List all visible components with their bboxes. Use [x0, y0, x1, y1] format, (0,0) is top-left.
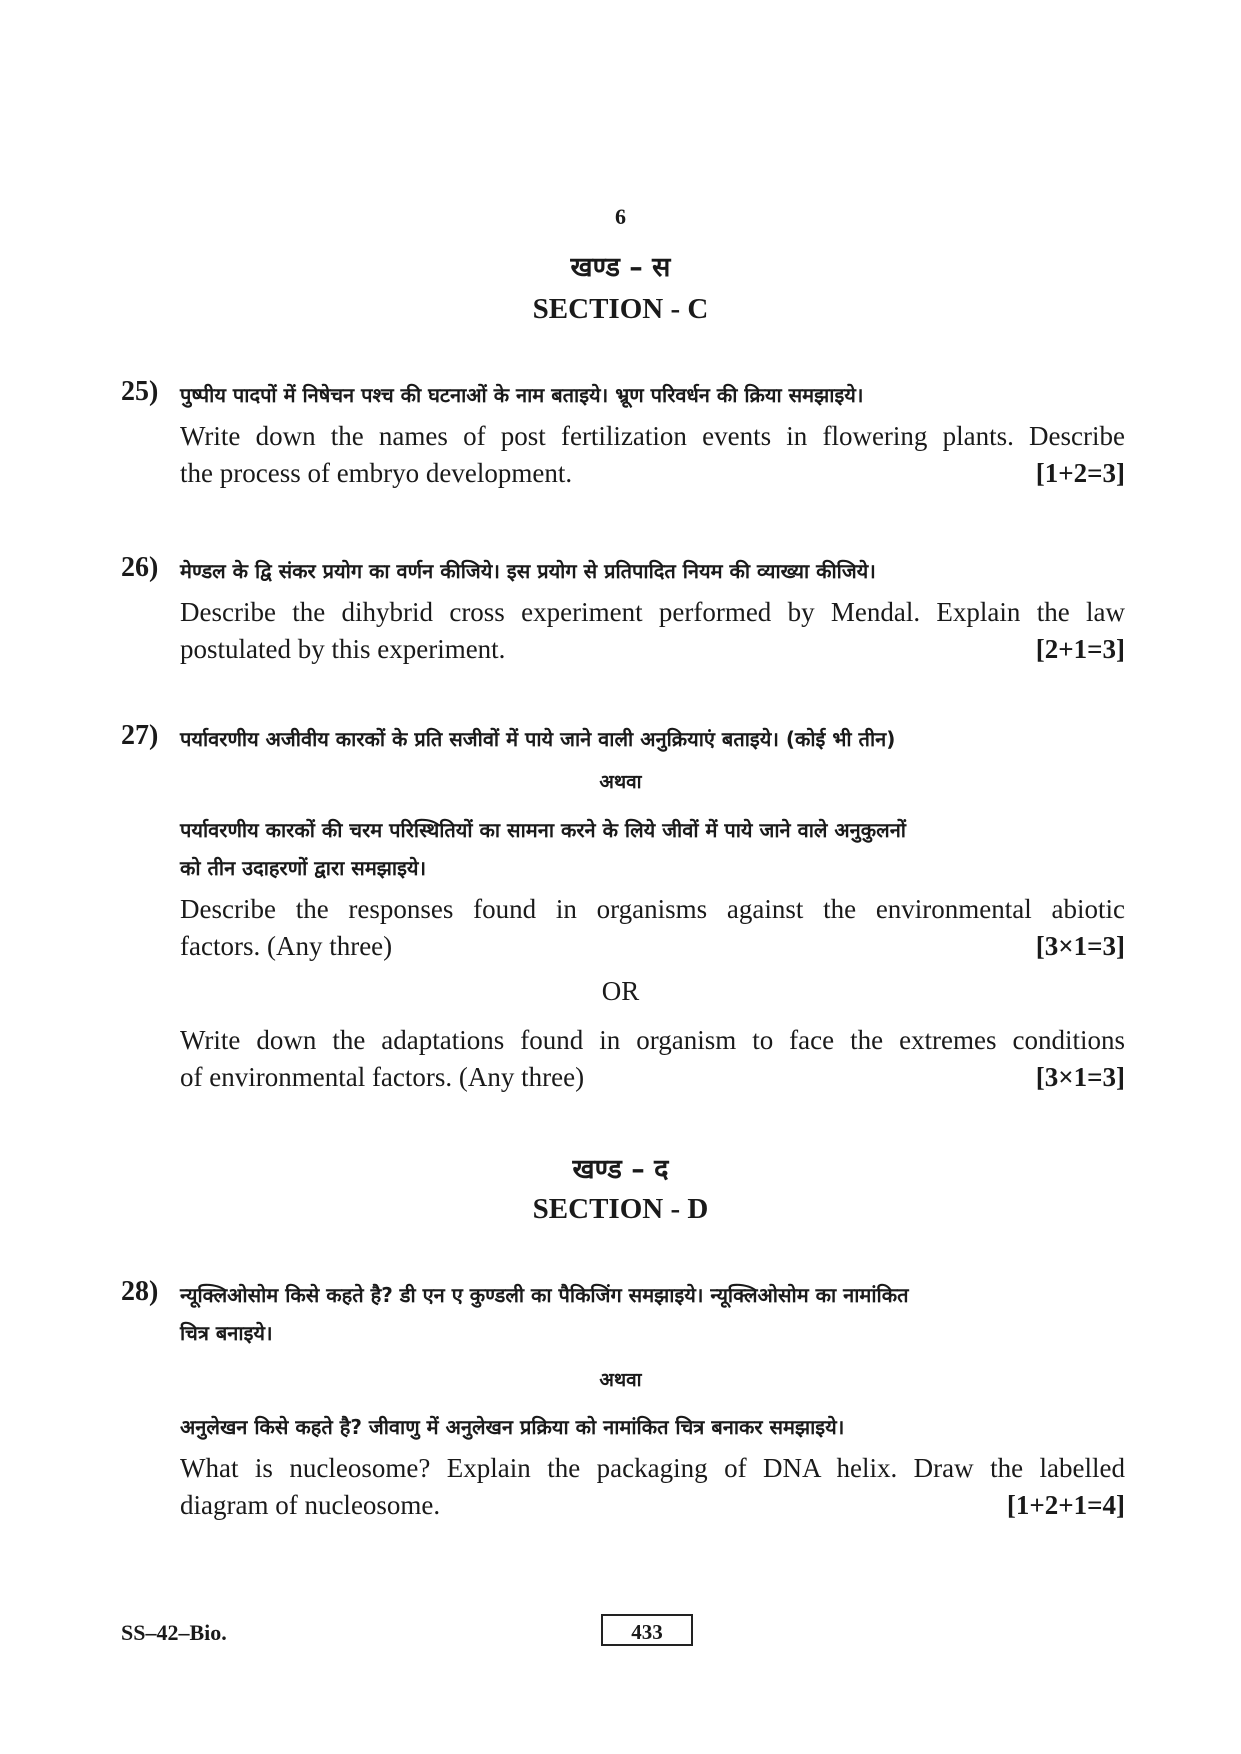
question-27-marks: [3×1=3] [1035, 931, 1125, 961]
question-26-english-line-2: postulated by this experiment. [180, 634, 506, 664]
question-28-hindi [180, 1276, 1125, 1352]
question-25-english [180, 418, 1125, 492]
question-27-or-english: OR [601, 976, 640, 1006]
question-28-or-hindi: अथवा [599, 1369, 642, 1391]
question-number-27: 27) [121, 720, 159, 751]
question-28-english-line-1: What is nucleosome? Explain the packaging of DNA helix. Draw the labelled [180, 1453, 1125, 1483]
question-25-english-line-2: the process of embryo development. [180, 458, 573, 488]
question-26-marks: [2+1=3] [1035, 634, 1125, 664]
question-27-english [180, 891, 1125, 965]
question-25-hindi: पुष्पीय पादपों में निषेचन पश्च की घटनाओं के नाम बताइये। भ्रूण परिवर्धन की क्रिया समझाइये। [180, 383, 864, 407]
question-27-english-line-1: Describe the responses found in organisms against the environmental abiotic [180, 894, 1125, 924]
question-27-hindi-alternative-line-2: को तीन उदाहरणों द्वारा समझाइये। [180, 856, 427, 880]
question-27-english-line-2: factors. (Any three) [180, 931, 393, 961]
question-25-english-line-1: Write down the names of post fertilization events in flowering plants. Describe [180, 421, 1125, 451]
question-28-marks: [1+2+1=4] [1006, 1490, 1125, 1520]
question-number-25: 25) [121, 376, 159, 407]
question-25-marks: [1+2=3] [1035, 458, 1125, 488]
question-26-english [180, 594, 1125, 668]
question-27-hindi: पर्यावरणीय अजीवीय कारकों के प्रति सजीवों में पाये जाने वाली अनुक्रियाएं बताइये। (कोई भी तीन) [180, 727, 896, 751]
question-27-english-alternative-line-2: of environmental factors. (Any three) [180, 1062, 585, 1092]
section-c-hindi-heading: खण्ड – स [570, 252, 671, 283]
question-28-hindi-alternative: अनुलेखन किसे कहते है? जीवाणु में अनुलेखन प्रक्रिया को नामांकित चित्र बनाकर समझाइये। [180, 1415, 845, 1439]
paper-code: SS–42–Bio. [121, 1620, 227, 1645]
question-28-hindi-line-2: चित्र बनाइये। [180, 1321, 273, 1345]
question-number-26: 26) [121, 552, 159, 583]
section-c-heading: SECTION - C [532, 293, 709, 325]
question-27-or-hindi: अथवा [599, 771, 642, 793]
question-26-hindi: मेण्डल के द्वि संकर प्रयोग का वर्णन कीजिये। इस प्रयोग से प्रतिपादित नियम की व्याख्या कीजिये। [180, 559, 876, 583]
question-26-english-line-1: Describe the dihybrid cross experiment performed by Mendal. Explain the law [180, 597, 1125, 627]
question-28-english [180, 1450, 1125, 1524]
question-27-english-alternative [180, 1022, 1125, 1096]
question-27-hindi-alternative [180, 811, 1125, 887]
footer-page-number: 433 [601, 1614, 693, 1646]
question-28-english-line-2: diagram of nucleosome. [180, 1490, 441, 1520]
section-d-hindi-heading: खण्ड – द [572, 1154, 669, 1185]
section-d-heading: SECTION - D [532, 1193, 709, 1225]
page-number: 6 [615, 204, 626, 229]
question-28-hindi-line-1: न्यूक्लिओसोम किसे कहते है? डी एन ए कुण्डली का पैकिजिंग समझाइये। न्यूक्लिओसोम का नामांकित [180, 1283, 909, 1307]
question-27-english-alternative-line-1: Write down the adaptations found in organism to face the extremes conditions [180, 1025, 1125, 1055]
question-27-hindi-alternative-line-1: पर्यावरणीय कारकों की चरम परिस्थितियों का सामना करने के लिये जीवों में पाये जाने वाले अनुकुलनों [180, 818, 906, 842]
question-number-28: 28) [121, 1276, 159, 1307]
question-27-alternative-marks: [3×1=3] [1035, 1062, 1125, 1092]
